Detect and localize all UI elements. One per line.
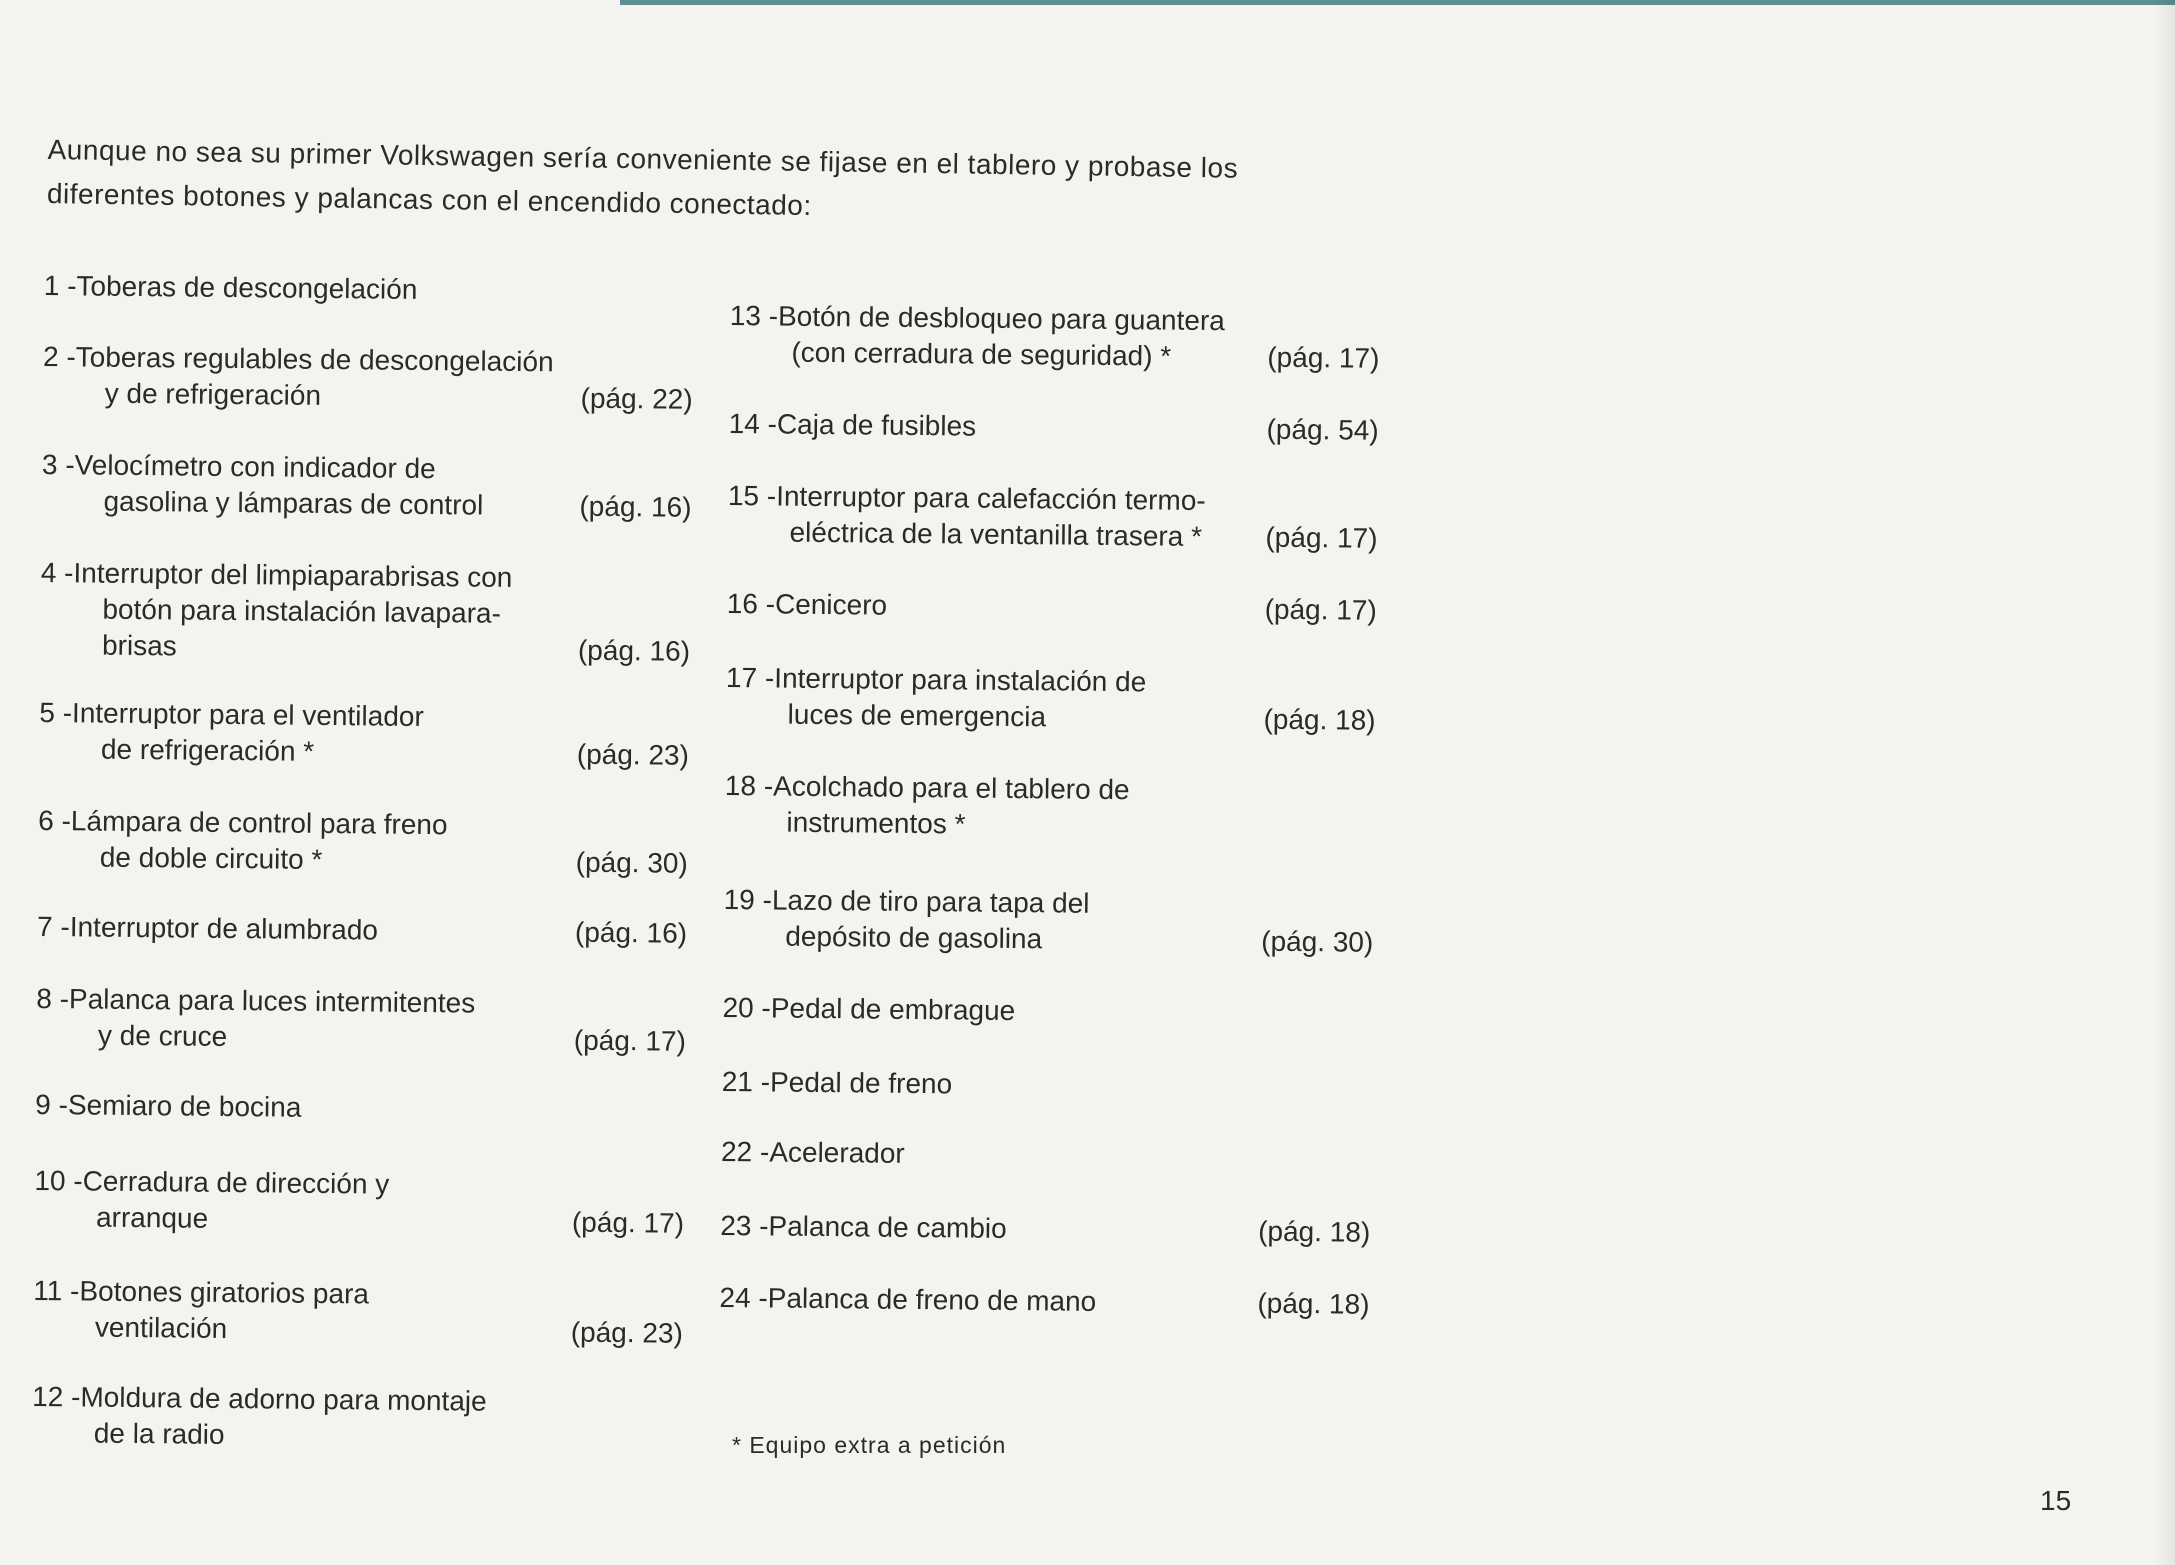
page-reference: (pág. 23) (576, 738, 690, 771)
list-item (32, 1379, 683, 1458)
item-number: 12 - (32, 1380, 81, 1413)
item-text: de doble circuito * (99, 841, 323, 875)
item-text: instrumentos * (786, 806, 966, 840)
item-text: Palanca de cambio (768, 1210, 1007, 1244)
item-text: botón para instalación lavapara- (102, 593, 502, 629)
page-reference: (pág. 22) (580, 382, 693, 415)
item-text: Moldura de adorno para montaje (80, 1381, 487, 1417)
item-line (724, 804, 1374, 847)
page-number: 15 (2040, 1485, 2072, 1516)
page-reference: (pág. 17) (1265, 521, 1378, 554)
left-item-list (32, 268, 694, 1458)
item-text: Pedal de freno (769, 1066, 953, 1100)
item-line (44, 268, 694, 311)
item-text: depósito de gasolina (785, 920, 1043, 955)
list-item (727, 478, 1378, 557)
item-text: arranque (95, 1201, 209, 1234)
item-text: Interruptor para el ventilador (71, 697, 424, 733)
item-number: 9 - (35, 1088, 69, 1121)
item-text: Semiaro de bocina (67, 1089, 302, 1123)
page-reference: (pág. 30) (575, 846, 688, 879)
page-top-edge (620, 0, 2175, 5)
item-text: Lámpara de control para freno (70, 805, 448, 841)
item-number: 1 - (43, 269, 77, 302)
item-text: ventilación (94, 1311, 228, 1344)
item-text: Acelerador (769, 1136, 905, 1169)
item-text: gasolina y lámparas de control (103, 485, 484, 521)
item-number: 4 - (40, 556, 74, 589)
item-number: 20 - (722, 991, 771, 1024)
item-text: Toberas de descongelación (76, 270, 418, 305)
list-item (727, 586, 1377, 629)
footnote: * Equipo extra a petición (732, 1432, 1007, 1458)
item-text: luces de emergencia (787, 698, 1047, 733)
list-item (44, 268, 694, 311)
item-number: 14 - (728, 407, 778, 440)
page-reference: (pág. 17) (571, 1206, 685, 1239)
item-number: 2 - (42, 340, 76, 373)
item-line (721, 1134, 1371, 1177)
item-number: 18 - (724, 769, 774, 802)
item-line (32, 1415, 682, 1458)
page-reference: (pág. 18) (1258, 1215, 1371, 1248)
item-text: y de refrigeración (104, 377, 322, 411)
list-item (722, 990, 1372, 1033)
page-reference: (pág. 16) (574, 916, 688, 949)
list-item (34, 1163, 685, 1242)
item-text: de la radio (93, 1417, 225, 1450)
intro-paragraph (47, 128, 1383, 237)
item-number: 13 - (729, 299, 779, 332)
list-item (40, 555, 691, 670)
item-line (35, 1087, 685, 1130)
list-item (722, 1064, 1372, 1107)
item-number: 8 - (36, 982, 70, 1015)
item-number: 17 - (725, 661, 775, 694)
list-item (35, 1087, 685, 1130)
item-text: Acolchado para el tablero de (772, 770, 1130, 806)
page-reference: (pág. 17) (573, 1024, 687, 1057)
item-text: (con cerradura de seguridad) * (791, 336, 1172, 372)
page-reference: (pág. 17) (1267, 341, 1380, 374)
item-text: eléctrica de la ventanilla trasera * (789, 516, 1203, 552)
list-item (721, 1134, 1371, 1177)
item-text: y de cruce (97, 1019, 228, 1052)
item-number: 6 - (38, 804, 72, 837)
item-number: 23 - (720, 1209, 769, 1242)
item-text: Interruptor del limpiaparabrisas con (73, 557, 513, 593)
item-text: Cenicero (774, 588, 888, 621)
item-number: 3 - (41, 448, 75, 481)
item-text: Interruptor de alumbrado (69, 911, 379, 946)
item-number: 24 - (719, 1281, 768, 1314)
item-number: 10 - (34, 1164, 83, 1197)
page-reference: (pág. 54) (1266, 413, 1379, 446)
item-text: Interruptor para calefacción termo- (776, 480, 1206, 516)
list-item (38, 803, 689, 882)
item-text: Pedal de embrague (770, 992, 1016, 1027)
item-text: brisas (101, 629, 177, 662)
page-reference: (pág. 16) (579, 490, 692, 523)
item-text: Palanca de freno de mano (767, 1282, 1097, 1317)
item-text: Toberas regulables de descongelación (75, 341, 554, 378)
page-reference: (pág. 23) (570, 1316, 684, 1349)
list-item (41, 447, 692, 526)
right-item-list (719, 298, 1380, 1323)
item-text: Velocímetro con indicador de (74, 449, 436, 485)
page-reference: (pág. 17) (1264, 593, 1377, 626)
item-number: 21 - (721, 1065, 771, 1098)
intro-line-2: diferentes botones y palancas con el encendido conectado: (46, 177, 812, 222)
page-reference: (pág. 18) (1263, 703, 1376, 736)
list-item (36, 981, 687, 1060)
page-reference: (pág. 30) (1261, 925, 1374, 958)
item-number: 7 - (36, 910, 70, 943)
page-reference: (pág. 18) (1257, 1287, 1370, 1320)
list-item (720, 1208, 1370, 1251)
item-text: Caja de fusibles (776, 408, 977, 442)
item-number: 22 - (720, 1135, 770, 1168)
list-item (728, 406, 1378, 449)
list-item (723, 882, 1374, 961)
list-item (33, 1273, 684, 1352)
list-item (725, 660, 1376, 739)
item-text: Lazo de tiro para tapa del (771, 884, 1090, 919)
list-item (724, 768, 1375, 847)
item-number: 5 - (39, 696, 73, 729)
item-number: 15 - (727, 479, 777, 512)
item-text: Interruptor para instalación de (774, 662, 1147, 698)
list-item (37, 909, 687, 952)
list-item (729, 298, 1380, 377)
list-item (43, 339, 694, 418)
item-text: de refrigeración * (100, 733, 315, 767)
item-line (722, 990, 1372, 1033)
item-number: 19 - (723, 883, 773, 916)
intro-line-1: Aunque no sea su primer Volkswagen sería conveniente se fijase en el tablero y probase los (47, 133, 1239, 184)
list-item (719, 1280, 1369, 1323)
page-reference: (pág. 16) (577, 634, 691, 667)
list-item (39, 695, 690, 774)
item-line (722, 1064, 1372, 1107)
item-text: Botón de desbloqueo para guantera (777, 300, 1226, 337)
item-number: 11 - (33, 1274, 80, 1307)
item-text: Botones giratorios para (79, 1275, 370, 1310)
item-text: Cerradura de dirección y (82, 1165, 390, 1200)
item-number: 16 - (726, 587, 776, 620)
page-edge-shadow (2153, 0, 2175, 1565)
item-text: Palanca para luces intermitentes (68, 983, 476, 1019)
